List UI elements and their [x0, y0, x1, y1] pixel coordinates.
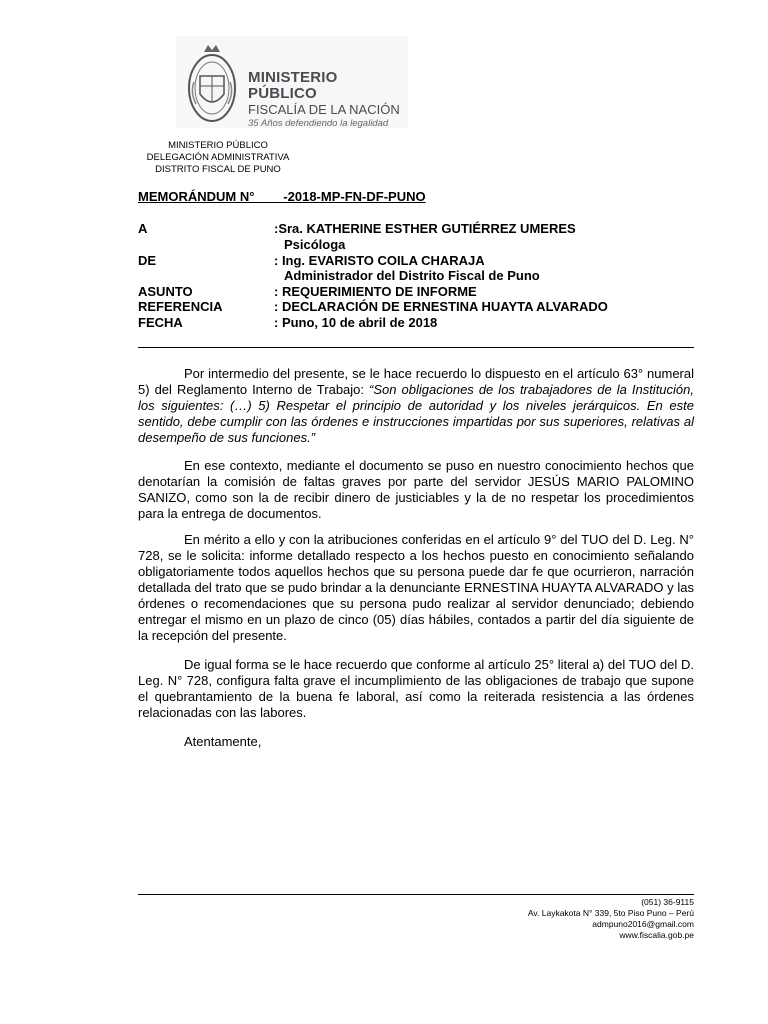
reference-value: : DECLARACIÓN DE ERNESTINA HUAYTA ALVARADO	[274, 299, 608, 314]
subject-value: : REQUERIMIENTO DE INFORME	[274, 284, 477, 299]
org-line-3: DISTRITO FISCAL DE PUNO	[155, 164, 281, 175]
date-value: : Puno, 10 de abril de 2018	[274, 315, 438, 330]
paragraph-2-text: En ese contexto, mediante el documento se puso en nuestro conocimiento hechos que denotarían la comisión de faltas graves por parte del servidor JESÚS MARIO PALOMINO SANIZO, como son la de recibir dinero de justiciables y la de no respetar los procedimientos para la entrega de documentos.	[138, 458, 694, 521]
logo-fiscalia-name: FISCALÍA DE LA NACIÓN	[248, 102, 400, 117]
footer-phone: (051) 36-9115	[641, 897, 694, 907]
date-label: FECHA	[138, 315, 183, 330]
paragraph-4	[138, 657, 694, 721]
recipient-label: A	[138, 221, 148, 236]
closing-text: Atentamente,	[184, 734, 262, 749]
reference-label: REFERENCIA	[138, 299, 223, 314]
sender-role: Administrador del Distrito Fiscal de Puno	[284, 268, 540, 283]
recipient-value: :Sra. KATHERINE ESTHER GUTIÉRREZ UMERES	[274, 221, 576, 236]
logo-slogan: 35 Años defendiendo la legalidad	[248, 118, 389, 129]
paragraph-3-text: En mérito a ello y con la atribuciones conferidas en el artículo 9° del TUO del D. Leg. N° 728, se le solicita: informe detallado respecto a los hechos puesto en conocimiento señalando obligatoriamente todos aquellos hechos que su persona puede dar fe que ocurrieron, narración detallada del trato que se pudo brindar a la denunciante ERNESTINA HUAYTA ALVARADO y las órdenes o recomendaciones que su persona pudo realizar al servidor denunciado; debiendo entregar el mismo en un plazo de cinco (05) días hábiles, contados a partir del día siguiente de la recepción del presente.	[138, 532, 694, 643]
paragraph-1-text: Por intermedio del presente, se le hace recuerdo lo dispuesto en el artículo 63° numeral 5) del Reglamento Interno de Trabajo:	[138, 366, 694, 397]
closing	[138, 734, 694, 750]
sender-value: : Ing. EVARISTO COILA CHARAJA	[274, 253, 485, 268]
org-line-1: MINISTERIO PÚBLICO	[168, 140, 268, 151]
logo-text	[248, 70, 408, 130]
sender-label: DE	[138, 253, 157, 268]
organization-header	[138, 140, 298, 176]
memo-title: MEMORÁNDUM N° -2018-MP-FN-DF-PUNO	[138, 189, 426, 204]
paragraph-4-text: De igual forma se le hace recuerdo que conforme al artículo 25° literal a) del TUO del D. Leg. N° 728, configura falta grave el incumplimiento de las obligaciones de trabajo que supone el quebrantamiento de la buena fe laboral, así como la reiterada resistencia a las órdenes relacionadas con las labores.	[138, 657, 694, 720]
header-divider	[138, 347, 694, 348]
footer-website: www.fiscalia.gob.pe	[619, 930, 694, 940]
footer-divider	[138, 894, 694, 895]
logo-ministry-name: MINISTERIO PÚBLICO	[248, 69, 338, 102]
footer-contact	[528, 897, 694, 941]
paragraph-1-quote: “Son obligaciones de los trabajadores de la Institución, los siguientes: (…) 5) Respetar el principio de autoridad y los niveles jerárquicos. En este sentido, debe cumplir con las órdenes e instrucciones impartidas por sus superiores, relativas al desempeño de sus funciones.”	[138, 382, 694, 445]
paragraph-1	[138, 366, 694, 446]
subject-label: ASUNTO	[138, 284, 193, 299]
recipient-role: Psicóloga	[284, 237, 346, 252]
paragraph-3	[138, 532, 694, 644]
national-seal-icon	[186, 42, 238, 124]
institution-logo	[176, 36, 408, 128]
footer-address: Av. Laykakota N° 339, 5to Piso Puno – Perú	[527, 908, 694, 918]
org-line-2: DELEGACIÓN ADMINISTRATIVA	[146, 152, 290, 163]
paragraph-2	[138, 458, 694, 522]
footer-email: admpuno2016@gmail.com	[592, 919, 694, 929]
